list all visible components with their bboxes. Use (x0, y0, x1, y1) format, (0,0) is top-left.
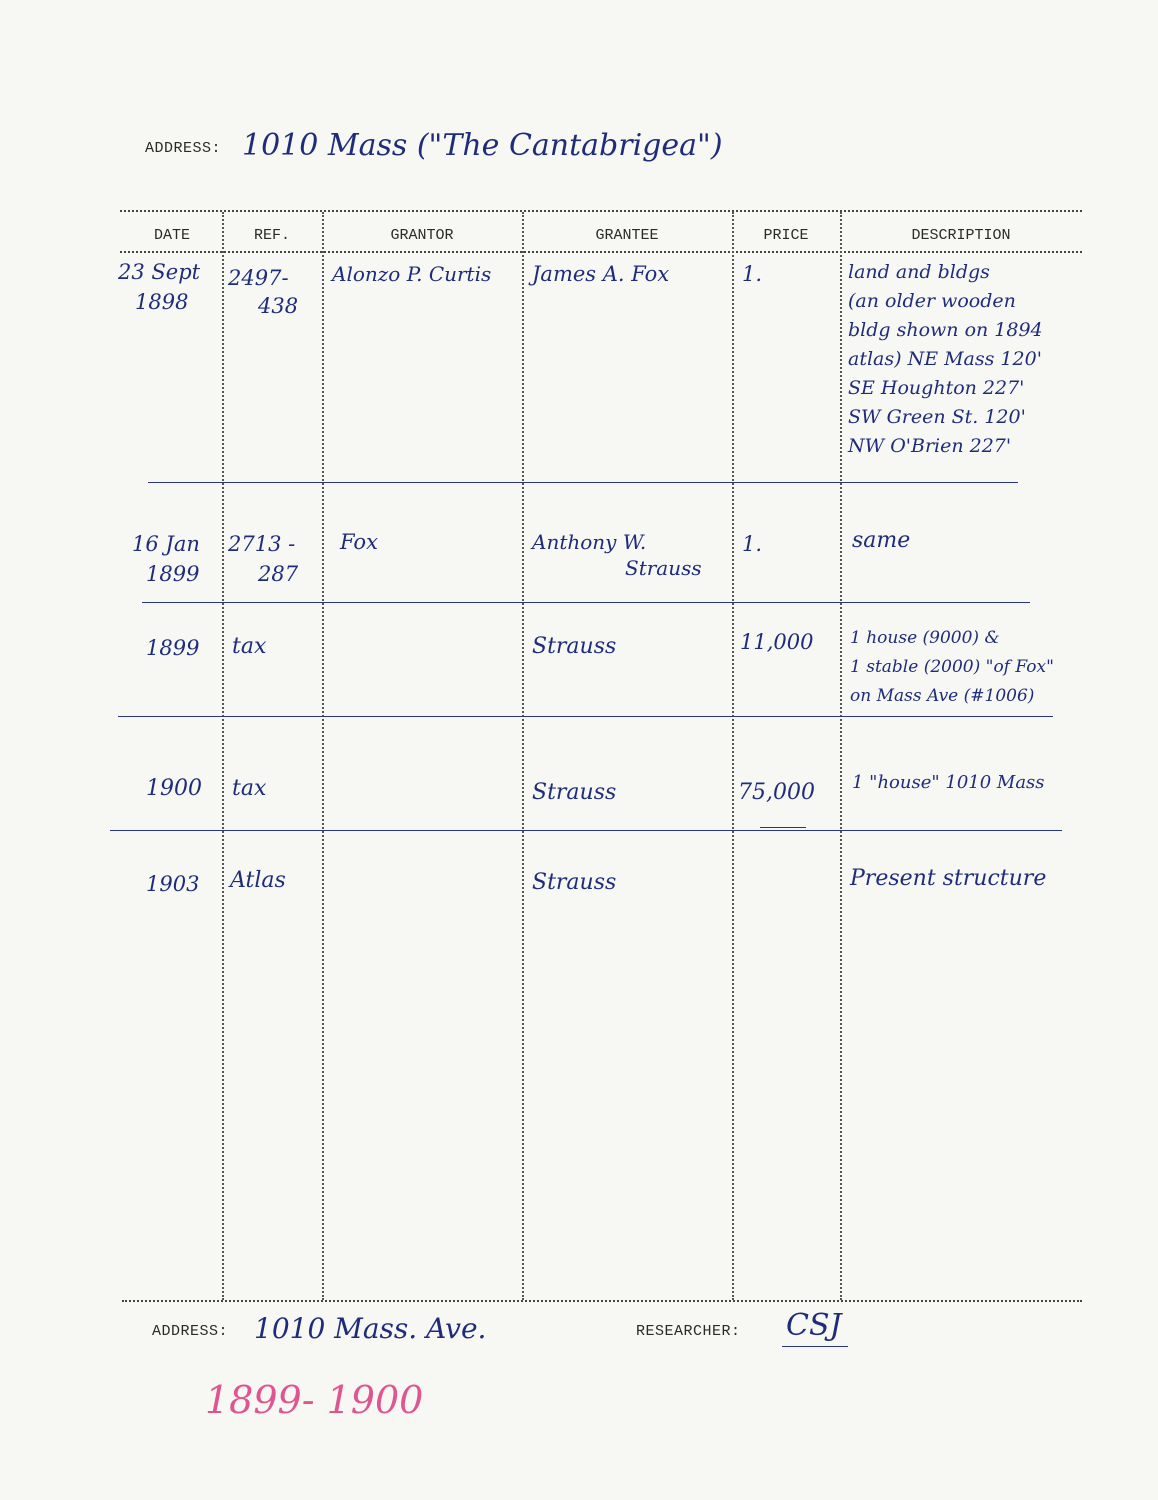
table-bottom-rule (122, 1300, 1082, 1302)
footer-address-value: 1010 Mass. Ave. (254, 1312, 487, 1345)
row-description: 1 house (9000) & 1 stable (2000) "of Fox" on Mass Ave (#1006) (850, 628, 1054, 706)
row-date-line: 1899 (146, 636, 200, 660)
row-description: Present structure (850, 866, 1047, 891)
row-grantee-line: Strauss (625, 556, 702, 580)
column-header-grantee: GRANTEE (595, 227, 659, 244)
row-ref-line: 2713 - (228, 532, 296, 556)
price-underline (760, 827, 806, 828)
row-date-line: 1898 (135, 290, 189, 314)
column-header-date: DATE (153, 227, 190, 244)
researcher-underline (782, 1346, 848, 1347)
column-divider (322, 212, 324, 1300)
row-ref-line: 287 (258, 562, 299, 586)
row-separator (148, 482, 1018, 483)
row-grantee: Strauss (532, 870, 617, 895)
row-price: 11,000 (740, 630, 814, 654)
row-ref-line: 2497- (228, 266, 289, 290)
row-date-line: 1903 (146, 872, 200, 896)
row-grantor: Fox (340, 530, 378, 554)
row-separator (110, 830, 1062, 831)
row-description: same (852, 528, 911, 553)
row-separator (142, 602, 1030, 603)
row-grantee: Strauss (532, 634, 617, 659)
row-ref-line: 438 (258, 294, 299, 318)
table-top-rule (120, 210, 1082, 212)
column-divider (222, 212, 224, 1300)
row-separator (118, 716, 1053, 717)
row-ref-line: Atlas (230, 868, 286, 893)
row-price: 1. (742, 262, 763, 286)
row-price: 75,000 (738, 780, 815, 805)
column-header-price: PRICE (763, 227, 809, 244)
column-header-ref: REF. (253, 227, 290, 244)
row-price: 1. (742, 532, 763, 556)
row-description: land and bldgs (an older wooden bldg shown on 1894 atlas) NE Mass 120' SE Houghton 227' SW Green St. 120' NW O'Brien 227' (848, 261, 1043, 457)
row-ref-line: tax (232, 776, 267, 801)
row-grantee: James A. Fox (532, 262, 670, 286)
address-label: ADDRESS: (145, 140, 222, 157)
researcher-value: CSJ (786, 1308, 842, 1343)
row-date-line: 1899 (146, 562, 200, 586)
row-ref-line: tax (232, 634, 267, 659)
table-header-rule (120, 251, 1082, 253)
date-range-note: 1899- 1900 (205, 1378, 424, 1422)
address-value: 1010 Mass ("The Cantabrigea") (242, 128, 723, 163)
column-divider (732, 212, 734, 1300)
column-divider (840, 212, 842, 1300)
row-description: 1 "house" 1010 Mass (852, 772, 1045, 793)
footer-address-label: ADDRESS: (152, 1323, 229, 1340)
column-divider (522, 212, 524, 1300)
column-header-grantor: GRANTOR (390, 227, 454, 244)
row-date-line: 23 Sept (118, 260, 201, 284)
researcher-label: RESEARCHER: (636, 1323, 741, 1340)
row-grantee: Strauss (532, 780, 617, 805)
row-date-line: 16 Jan (132, 532, 200, 556)
row-grantor: Alonzo P. Curtis (332, 262, 492, 286)
row-date-line: 1900 (146, 776, 202, 801)
row-grantee-line: Anthony W. (532, 530, 647, 554)
column-header-description: DESCRIPTION (911, 227, 1011, 244)
